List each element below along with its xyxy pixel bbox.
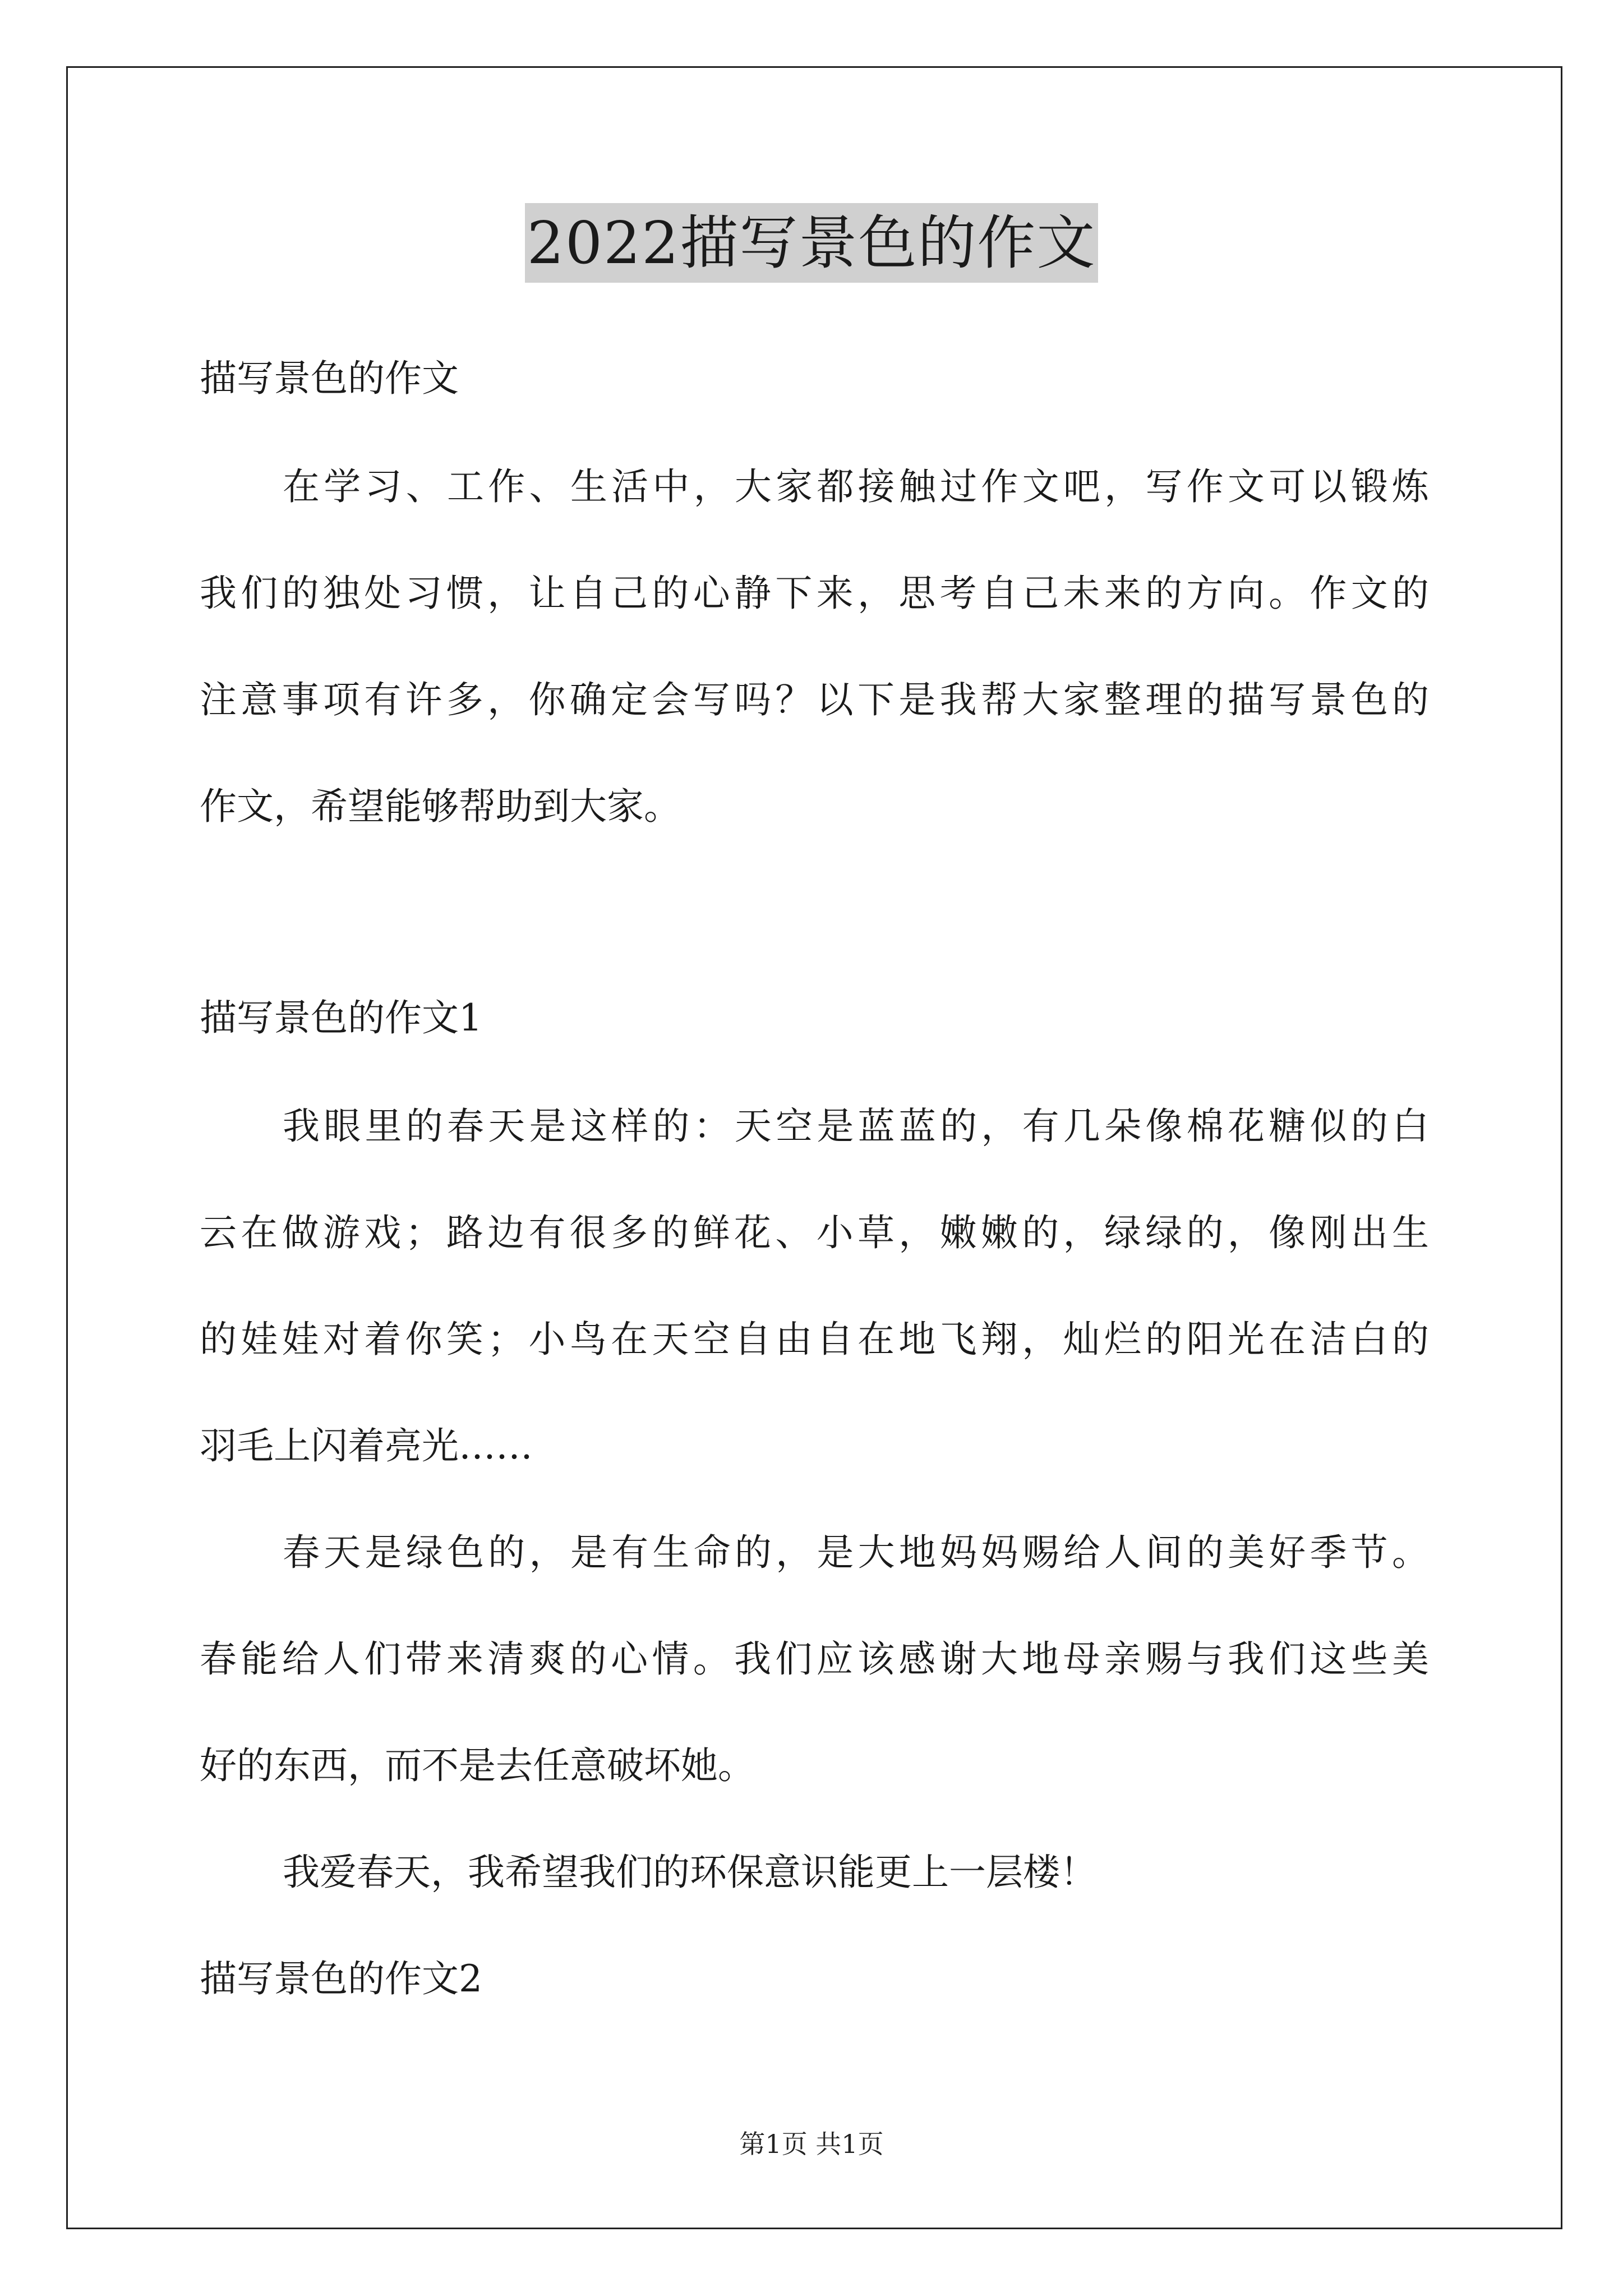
intro-line-3: 注意事项有许多，你确定会写吗？以下是我帮大家整理的描写景色的 <box>200 678 1429 721</box>
p1-line-2: 云在做游戏；路边有很多的鲜花、小草，嫩嫩的，绿绿的，像刚出生 <box>200 1211 1429 1254</box>
p3-line-1: 我爱春天，我希望我们的环保意识能更上一层楼！ <box>283 1851 1097 1894</box>
intro-line-4: 作文，希望能够帮助到大家。 <box>200 785 681 828</box>
subtitle: 描写景色的作文 <box>200 357 459 400</box>
section-2-heading: 描写景色的作文2 <box>200 1957 482 2000</box>
title-container <box>0 203 1623 283</box>
document-title: 2022描写景色的作文 <box>525 203 1099 283</box>
p2-line-3: 好的东西，而不是去任意破坏她。 <box>200 1744 755 1787</box>
p1-line-1: 我眼里的春天是这样的：天空是蓝蓝的，有几朵像棉花糖似的白 <box>283 1105 1429 1148</box>
section-1-heading: 描写景色的作文1 <box>200 996 482 1039</box>
p2-line-2: 春能给人们带来清爽的心情。我们应该感谢大地母亲赐与我们这些美 <box>200 1637 1429 1681</box>
intro-line-1: 在学习、工作、生活中，大家都接触过作文吧，写作文可以锻炼 <box>283 465 1429 508</box>
p1-line-3: 的娃娃对着你笑；小鸟在天空自由自在地飞翔，灿烂的阳光在洁白的 <box>200 1318 1429 1361</box>
page-footer: 第1页 共1页 <box>739 2129 884 2159</box>
p1-line-4: 羽毛上闪着亮光…… <box>200 1424 533 1467</box>
p2-line-1: 春天是绿色的，是有生命的，是大地妈妈赐给人间的美好季节。 <box>283 1531 1429 1574</box>
intro-line-2: 我们的独处习惯，让自己的心静下来，思考自己未来的方向。作文的 <box>200 572 1429 615</box>
